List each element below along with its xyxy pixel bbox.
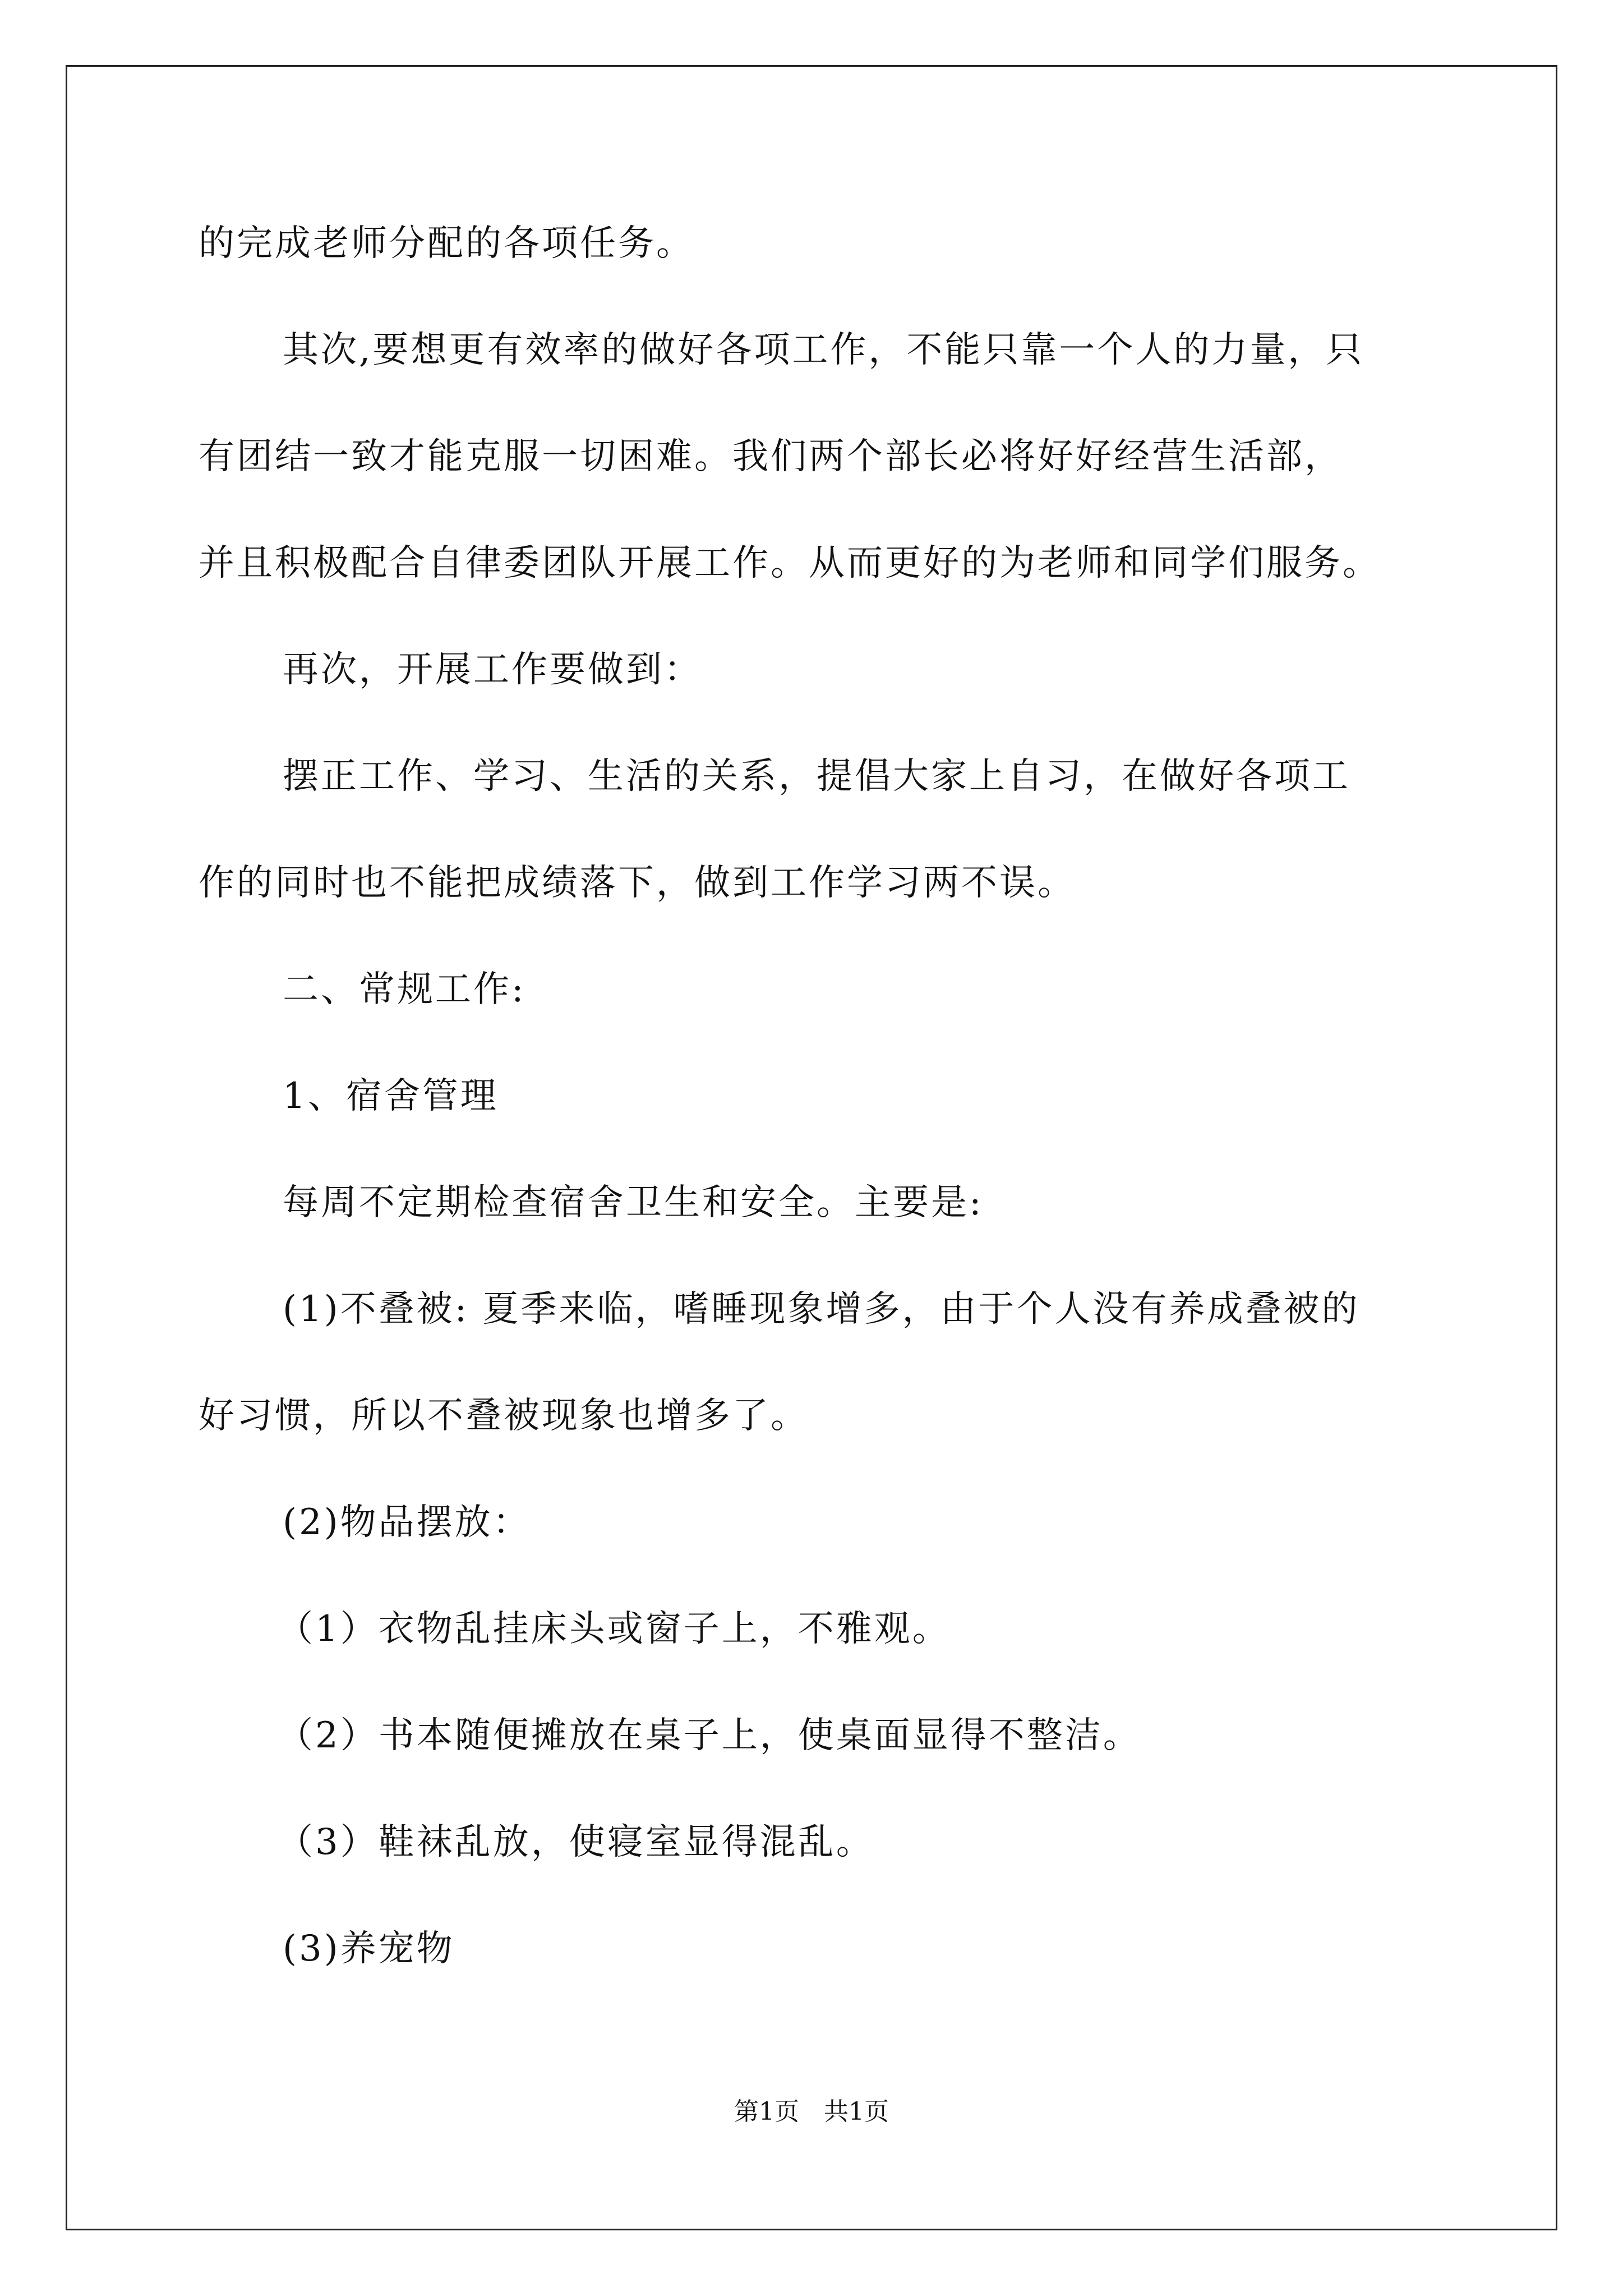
- text-line: 好习惯，所以不叠被现象也增多了。: [199, 1395, 809, 1437]
- text-line: 的完成老师分配的各项任务。: [199, 223, 694, 264]
- section-heading: 二、常规工作:: [283, 969, 526, 1010]
- text-line: （1）衣物乱挂床头或窗子上，不雅观。: [277, 1608, 951, 1650]
- text-line: 再次，开展工作要做到：: [283, 649, 702, 691]
- text-line: 其次,要想更有效率的做好各项工作，不能只靠一个人的力量，只: [283, 329, 1364, 371]
- page-border: [66, 65, 1557, 2230]
- text-line: 有团结一致才能克服一切困难。我们两个部长必将好好经营生活部，: [199, 436, 1343, 477]
- subsection-heading: 1、宿舍管理: [283, 1075, 499, 1117]
- text-line: (1)不叠被: 夏季来临，嗜睡现象增多，由于个人没有养成叠被的: [283, 1289, 1360, 1330]
- text-line: 摆正工作、学习、生活的关系，提倡大家上自习，在做好各项工: [283, 756, 1350, 797]
- text-line: 并且积极配合自律委团队开展工作。从而更好的为老师和同学们服务。: [199, 542, 1381, 584]
- text-line: （3）鞋袜乱放，使寝室显得混乱。: [277, 1821, 874, 1863]
- text-line: (3)养宠物: [283, 1928, 455, 1970]
- text-line: 每周不定期检查宿舍卫生和安全。主要是:: [283, 1182, 984, 1223]
- page-footer: 第1页 共1页: [734, 2097, 889, 2126]
- text-line: 作的同时也不能把成绩落下，做到工作学习两不误。: [199, 862, 1076, 904]
- text-line: (2)物品摆放：: [283, 1502, 531, 1543]
- text-line: （2）书本随便摊放在桌子上，使桌面显得不整洁。: [277, 1715, 1141, 1756]
